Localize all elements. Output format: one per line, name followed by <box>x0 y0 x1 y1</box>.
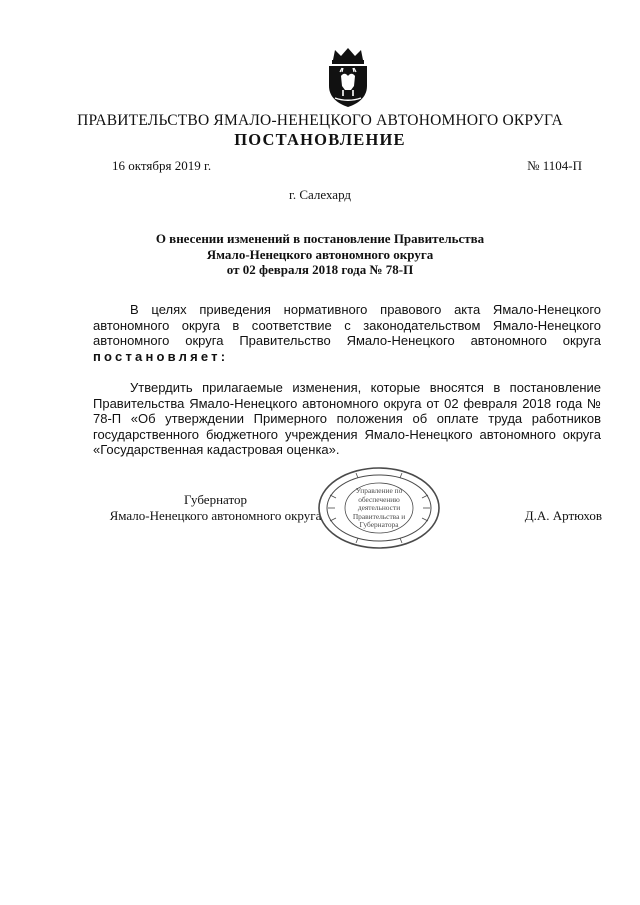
subject-line-3: от 02 февраля 2018 года № 78-П <box>226 262 414 277</box>
subject-line-1: О внесении изменений в постановление Правительства <box>155 231 485 246</box>
document-city: г. Салехард <box>288 187 352 202</box>
signatory-title <box>93 492 338 524</box>
paragraph-2-text: Утвердить прилагаемые изменения, которые вносятся в постановление Правительства Ямало-Ненецкого автономного округа от 02 февраля 2018 года № 78-П «Об утверждении Примерного положения об оплате труда работников государственного бюджетного учреждения Ямало-Ненецкого автономного округа «Государственная кадастровая оценка». <box>93 380 601 457</box>
official-stamp <box>316 465 442 551</box>
resolution-keyword: постановляет: <box>93 348 229 364</box>
stamp-inner-text: Управление по обеспечению деятельности Правительства и Губернатора <box>352 487 406 530</box>
document-date: 16 октября 2019 г. <box>112 158 212 173</box>
signatory-title-line-2: Ямало-Ненецкого автономного округа <box>109 508 322 523</box>
body-paragraph-1 <box>93 302 601 364</box>
document-number: № 1104-П <box>527 158 582 173</box>
government-name: ПРАВИТЕЛЬСТВО ЯМАЛО-НЕНЕЦКОГО АВТОНОМНОГО ОКРУГА <box>77 112 563 129</box>
subject-line-2: Ямало-Ненецкого автономного округа <box>206 246 434 262</box>
paragraph-1-text: В целях приведения нормативного правового акта Ямало-Ненецкого автономного округа в соответствие с законодательством Ямало-Ненецкого автономного округа Правительство Ямало-Ненецкого автономного округа <box>93 302 601 348</box>
coat-of-arms-icon <box>325 46 371 108</box>
document-type: ПОСТАНОВЛЕНИЕ <box>234 130 406 149</box>
signatory-name: Д.А. Артюхов <box>524 508 602 523</box>
document-subject <box>0 231 640 278</box>
body-paragraph-2 <box>93 380 601 458</box>
signatory-title-line-1: Губернатор <box>184 492 247 507</box>
